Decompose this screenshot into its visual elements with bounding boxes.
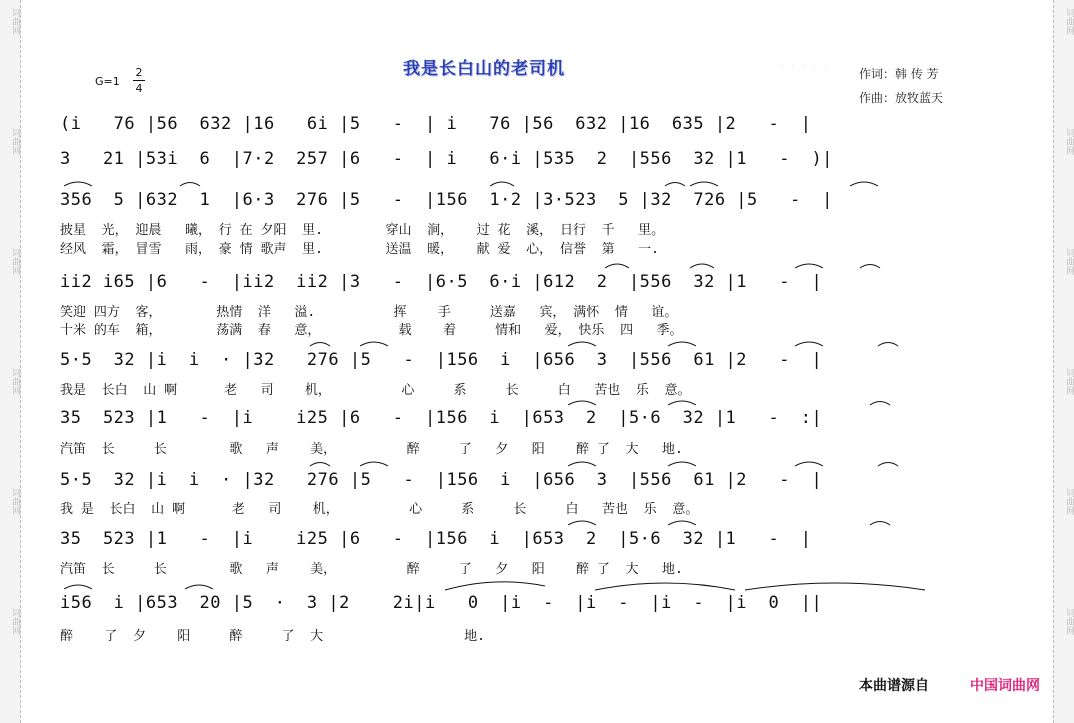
time-denominator: 4: [135, 82, 143, 95]
lyric-line-4: 汽笛 长 长 歌 声 美， 醉 了 夕 阳 醉 了 大 地.: [60, 442, 683, 457]
slur-mark: [568, 462, 596, 466]
score-line-1: (i 76 |56 632 |16 6i |5 - | i 76 |56 632 |16 635 |2 - |: [60, 114, 812, 134]
slur-mark: [665, 183, 685, 187]
source-label: 本曲谱源自: [859, 678, 929, 694]
key-signature: G=1: [95, 75, 120, 88]
watermark-text: 词曲网: [1064, 488, 1074, 515]
slur-mark: [860, 265, 880, 269]
slur-mark: [185, 585, 213, 589]
slur-mark: [490, 182, 514, 186]
right-watermark-strip: [1053, 0, 1074, 723]
slur-mark: [310, 343, 330, 347]
lyric-line-7: 醉 了 夕 阳 醉 了 大 地.: [60, 629, 485, 644]
watermark-text: 词曲网: [10, 128, 20, 155]
slur-mark: [878, 343, 898, 347]
slur-mark: [878, 463, 898, 467]
site-name: 中国词曲网: [970, 678, 1040, 694]
watermark-text: 词曲网: [1064, 248, 1074, 275]
score-line-4: ii2 i65 |6 - |ii2 ii2 |3 - |6·5 6·i |612 2 |556 32 |1 - |: [60, 272, 823, 292]
score-line-9: i56 i |653 20 |5 · 3 |2 2i|i 0 |i - |i - |i - |i 0 ||: [60, 593, 823, 613]
slur-mark: [870, 522, 890, 526]
slur-mark: [64, 585, 92, 589]
slur-mark: [360, 462, 388, 466]
slur-mark: [668, 342, 696, 346]
score-line-2: 3 21 |53i 6 |7·2 257 |6 - | i 6·i |535 2 |556 32 |1 - )|: [60, 149, 833, 169]
slur-mark: [605, 264, 629, 268]
lyric-line-1b: 经风 霜， 冒雪 雨， 豪 情 歌声 里. 送温 暖， 献 爱 心， 信誉 第 一.: [60, 242, 659, 257]
watermark-text: 词曲网: [1064, 128, 1074, 155]
lyric-line-2a: 笑迎 四方 客， 热情 洋 溢. 挥 手 送嘉 宾， 满怀 情 谊。: [60, 305, 678, 320]
watermark-text: 词曲网: [10, 368, 20, 395]
slur-mark: [180, 183, 200, 187]
slur-mark: [795, 264, 823, 268]
watermark-text: 词曲网: [10, 608, 20, 635]
slur-mark: [690, 264, 714, 268]
tie-mark: [445, 582, 545, 590]
slur-mark: [568, 521, 596, 525]
slur-mark: [668, 462, 696, 466]
title-decoration: · · · · ·: [780, 62, 830, 71]
time-signature: [133, 66, 145, 95]
watermark-text: 词曲网: [1064, 368, 1074, 395]
time-numerator: 2: [135, 66, 143, 79]
slur-mark: [850, 182, 878, 186]
watermark-text: 词曲网: [10, 248, 20, 275]
score-line-8: 35 523 |1 - |i i25 |6 - |156 i |653 2 |5·6 32 |1 - |: [60, 529, 812, 549]
watermark-text: 词曲网: [10, 8, 20, 35]
score-line-7: 5·5 32 |i i · |32 276 |5 - |156 i |656 3 |556 61 |2 - |: [60, 470, 823, 490]
lyric-line-6: 汽笛 长 长 歌 声 美， 醉 了 夕 阳 醉 了 大 地.: [60, 562, 683, 577]
lyric-line-3: 我是 长白 山 啊 老 司 机， 心 系 长 白 苦也 乐 意。: [60, 383, 691, 398]
slur-mark: [668, 521, 696, 525]
score-line-5: 5·5 32 |i i · |32 276 |5 - |156 i |656 3 |556 61 |2 - |: [60, 350, 823, 370]
composer-credit: 作曲：放牧蓝天: [859, 91, 944, 105]
tie-mark: [595, 583, 735, 590]
tie-mark: [745, 583, 925, 590]
song-title: 我是长白山的老司机: [403, 59, 565, 79]
lyric-line-2b: 十米 的车 箱， 荡满 春 意， 载 着 情和 爱， 快乐 四 季。: [60, 323, 683, 338]
slur-mark: [64, 182, 92, 186]
slur-mark: [668, 401, 696, 405]
score-page: [20, 0, 1054, 723]
slur-mark: [870, 402, 890, 406]
score-line-6: 35 523 |1 - |i i25 |6 - |156 i |653 2 |5·6 32 |1 - :|: [60, 408, 823, 428]
slur-mark: [690, 182, 718, 186]
slur-mark: [795, 462, 823, 466]
score-line-3: 356 5 |632 1 |6·3 276 |5 - |156 1·2 |3·523 5 |32 726 |5 - |: [60, 190, 833, 210]
lyricist-credit: 作词：韩 传 芳: [859, 67, 939, 81]
slur-mark: [568, 342, 596, 346]
watermark-text: 词曲网: [10, 488, 20, 515]
lyric-line-1a: 披星 光， 迎晨 曦， 行 在 夕阳 里. 穿山 涧， 过 花 溪， 日行 千 里。: [60, 223, 665, 238]
lyric-line-5: 我 是 长白 山 啊 老 司 机， 心 系 长 白 苦也 乐 意。: [60, 502, 699, 517]
left-watermark-strip: [0, 0, 21, 723]
slur-mark: [310, 463, 330, 467]
slur-mark: [568, 401, 596, 405]
watermark-text: 词曲网: [1064, 608, 1074, 635]
slur-mark: [360, 342, 388, 346]
watermark-text: 词曲网: [1064, 8, 1074, 35]
slur-mark: [795, 342, 823, 346]
